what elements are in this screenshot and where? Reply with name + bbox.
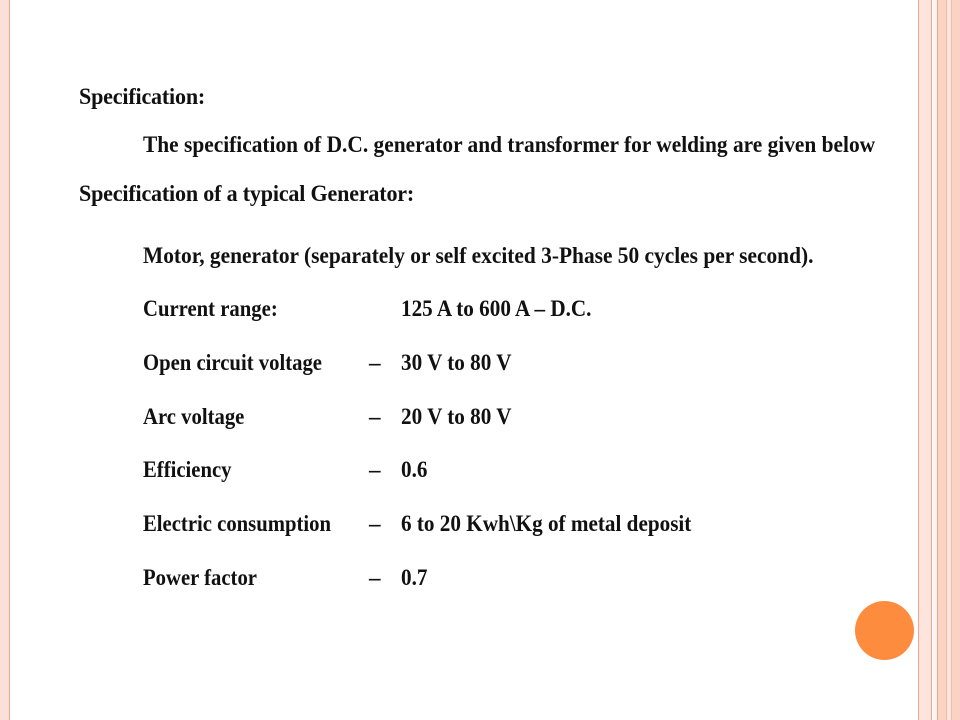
- right-border-inner-decoration: [918, 0, 932, 720]
- spec-separator: –: [369, 404, 381, 429]
- heading-generator: Specification of a typical Generator:: [79, 181, 415, 206]
- spec-separator: –: [369, 565, 381, 590]
- spec-label: Open circuit voltage: [143, 350, 323, 375]
- intro-text: The specification of D.C. generator and transformer for welding are given below: [143, 132, 876, 157]
- spec-label: Power factor: [143, 565, 257, 590]
- right-border-outer-decoration: [937, 0, 960, 720]
- spec-label: Electric consumption: [143, 511, 332, 536]
- spec-value: 20 V to 80 V: [401, 404, 512, 429]
- spec-value: 6 to 20 Kwh\Kg of metal deposit: [401, 511, 692, 536]
- spec-label: Current range:: [143, 296, 278, 321]
- spec-separator: –: [369, 457, 381, 482]
- spec-separator: –: [369, 350, 381, 375]
- spec-value: 30 V to 80 V: [401, 350, 512, 375]
- spec-label: Efficiency: [143, 457, 232, 482]
- spec-value: 0.7: [401, 565, 428, 590]
- spec-value: 125 A to 600 A – D.C.: [401, 296, 592, 321]
- heading-specification: Specification:: [79, 84, 206, 109]
- spec-value: 0.6: [401, 457, 428, 482]
- motor-line: Motor, generator (separately or self excited 3-Phase 50 cycles per second).: [143, 243, 814, 268]
- spec-label: Arc voltage: [143, 404, 245, 429]
- spec-separator: –: [369, 511, 381, 536]
- orange-circle-decoration: [855, 601, 914, 660]
